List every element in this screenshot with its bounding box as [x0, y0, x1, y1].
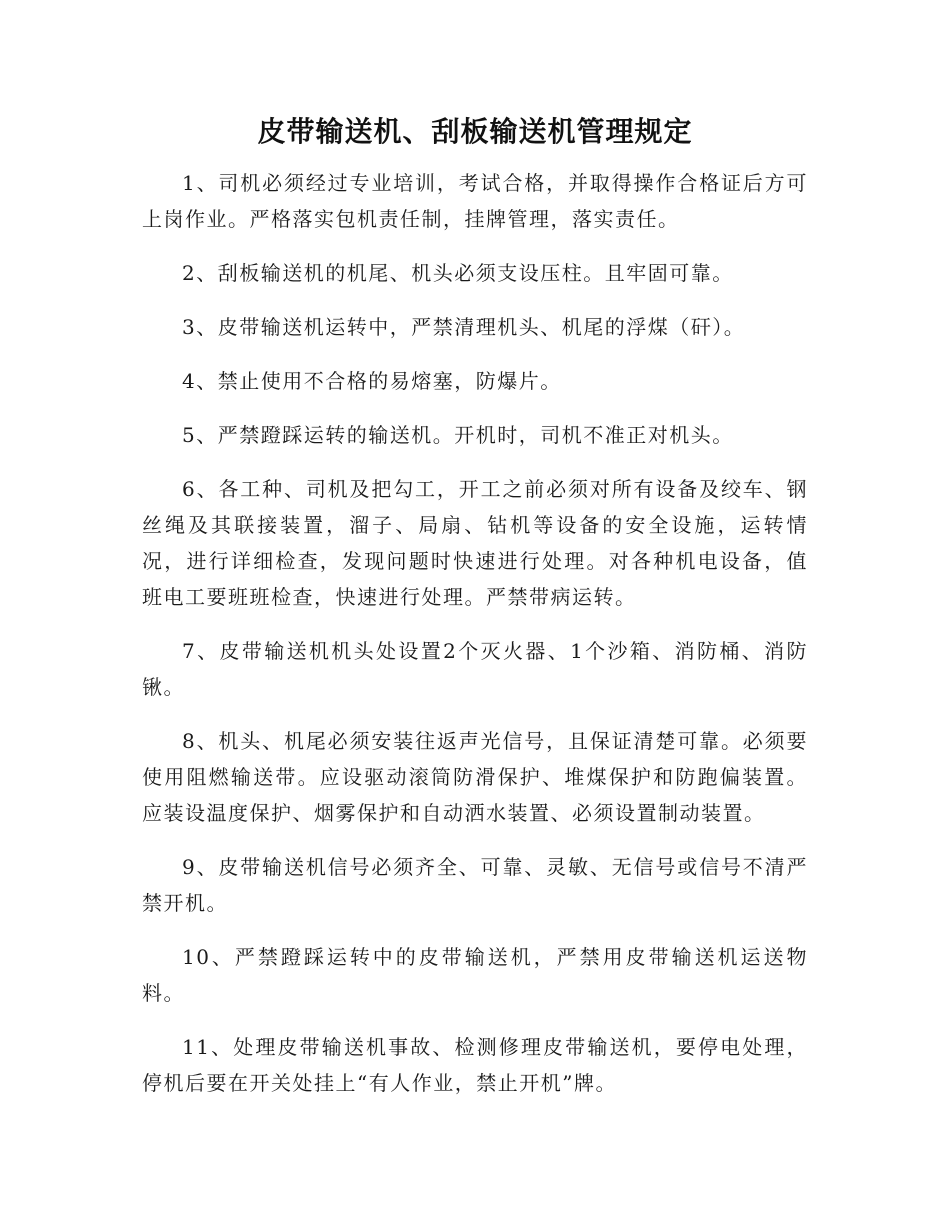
paragraph-4: 4、禁止使用不合格的易熔塞，防爆片。 [182, 369, 562, 393]
paragraph-6: 6、各工种、司机及把勾工，开工之前必须对所有设备及绞车、钢丝绳及其联接装置，溜子、局扇、钻机等设备的安全设施，运转情况，进行详细检查，发现问题时快速进行处理。对各种机电设备，值班电工要班班检查，快速进行处理。严禁带病运转。 [142, 477, 808, 609]
paragraph-7: 7、皮带输送机机头处设置2个灭火器、1个沙箱、消防桶、消防锹。 [142, 639, 808, 699]
document-title: 皮带输送机、刮板输送机管理规定 [257, 115, 693, 148]
paragraph-1: 1、司机必须经过专业培训，考试合格，并取得操作合格证后方可上岗作业。严格落实包机责任制，挂牌管理，落实责任。 [142, 171, 808, 231]
document-body [142, 165, 808, 1119]
paragraph-2: 2、刮板输送机的机尾、机头必须支设压柱。且牢固可靠。 [182, 261, 734, 285]
paragraph-10: 10、严禁蹬踩运转中的皮带输送机，严禁用皮带输送机运送物料。 [142, 945, 808, 1005]
paragraph-3: 3、皮带输送机运转中，严禁清理机头、机尾的浮煤（矸）。 [182, 315, 746, 339]
paragraph-8: 8、机头、机尾必须安装往返声光信号，且保证清楚可靠。必须要使用阻燃输送带。应设驱动滚筒防滑保护、堆煤保护和防跑偏装置。应装设温度保护、烟雾保护和自动洒水装置、必须设置制动装置。 [142, 729, 808, 825]
paragraph-11: 11、处理皮带输送机事故、检测修理皮带输送机，要停电处理，停机后要在开关处挂上“有人作业，禁止开机”牌。 [142, 1035, 808, 1095]
paragraph-5: 5、严禁蹬踩运转的输送机。开机时，司机不准正对机头。 [182, 423, 734, 447]
paragraph-9: 9、皮带输送机信号必须齐全、可靠、灵敏、无信号或信号不清严禁开机。 [142, 855, 808, 915]
